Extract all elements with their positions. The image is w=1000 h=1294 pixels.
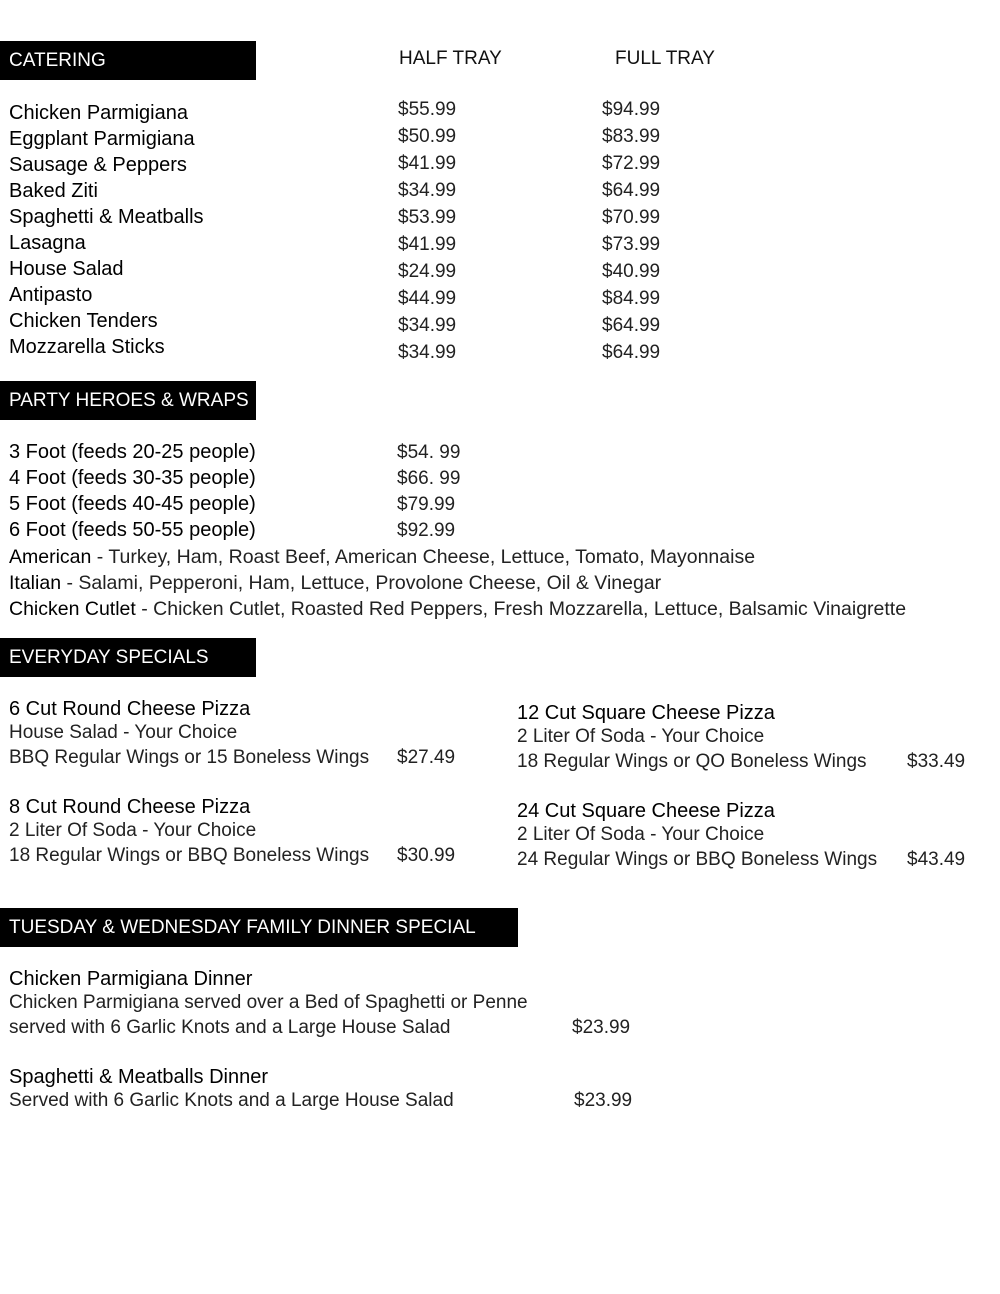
dinner-line: served with 6 Garlic Knots and a Large House Salad: [9, 1017, 451, 1038]
special-title: 8 Cut Round Cheese Pizza: [9, 796, 251, 818]
hero-type-row: [9, 598, 906, 621]
hero-size-price: $66. 99: [397, 468, 461, 489]
special-line: 18 Regular Wings or QO Boneless Wings: [517, 751, 867, 772]
hero-size-name: 4 Foot (feeds 30-35 people): [9, 467, 256, 489]
dinner-line: Chicken Parmigiana served over a Bed of Spaghetti or Penne: [9, 992, 528, 1013]
hero-type-desc: - Salami, Pepperoni, Ham, Lettuce, Provolone Cheese, Oil & Vinegar: [61, 572, 662, 594]
catering-half-price: $44.99: [398, 288, 457, 309]
family-dinner-header: TUESDAY & WEDNESDAY FAMILY DINNER SPECIAL: [0, 908, 518, 947]
special-price: $30.99: [397, 845, 456, 866]
hero-type-desc: - Turkey, Ham, Roast Beef, American Cheese, Lettuce, Tomato, Mayonnaise: [91, 546, 756, 568]
catering-half-price: $24.99: [398, 261, 457, 282]
hero-type-desc: - Chicken Cutlet, Roasted Red Peppers, Fresh Mozzarella, Lettuce, Balsamic Vinaigrette: [135, 598, 907, 620]
full-tray-column-label: FULL TRAY: [615, 48, 715, 69]
special-price: $33.49: [907, 751, 966, 772]
catering-item-name: Baked Ziti: [9, 180, 98, 202]
special-line: 2 Liter Of Soda - Your Choice: [9, 820, 257, 841]
catering-item-name: Lasagna: [9, 232, 86, 254]
hero-type-name: American: [9, 546, 92, 568]
dinner-price: $23.99: [572, 1017, 631, 1038]
catering-full-price: $72.99: [602, 153, 661, 174]
catering-full-price: $70.99: [602, 207, 661, 228]
dinner-title: Chicken Parmigiana Dinner: [9, 968, 253, 990]
catering-half-price: $55.99: [398, 99, 457, 120]
catering-full-price: $64.99: [602, 180, 661, 201]
special-price: $27.49: [397, 747, 456, 768]
special-line: 2 Liter Of Soda - Your Choice: [517, 726, 765, 747]
half-tray-column-label: HALF TRAY: [399, 48, 502, 69]
hero-size-price: $92.99: [397, 520, 456, 541]
special-price: $43.49: [907, 849, 966, 870]
special-line: House Salad - Your Choice: [9, 722, 238, 743]
catering-full-price: $40.99: [602, 261, 661, 282]
hero-size-price: $54. 99: [397, 442, 461, 463]
catering-half-price: $41.99: [398, 153, 457, 174]
catering-full-price: $83.99: [602, 126, 661, 147]
special-title: 6 Cut Round Cheese Pizza: [9, 698, 251, 720]
special-line: 18 Regular Wings or BBQ Boneless Wings: [9, 845, 370, 866]
hero-type-name: Chicken Cutlet: [9, 598, 136, 620]
catering-full-price: $64.99: [602, 315, 661, 336]
catering-half-price: $53.99: [398, 207, 457, 228]
catering-item-name: House Salad: [9, 258, 124, 280]
catering-item-name: Antipasto: [9, 284, 93, 306]
catering-half-price: $34.99: [398, 315, 457, 336]
hero-type-name: Italian: [9, 572, 62, 594]
catering-item-name: Mozzarella Sticks: [9, 336, 165, 358]
catering-item-name: Sausage & Peppers: [9, 154, 187, 176]
special-line: 2 Liter Of Soda - Your Choice: [517, 824, 765, 845]
catering-item-name: Eggplant Parmigiana: [9, 128, 195, 150]
catering-full-price: $84.99: [602, 288, 661, 309]
hero-size-price: $79.99: [397, 494, 456, 515]
catering-header: CATERING: [0, 41, 256, 80]
catering-half-price: $34.99: [398, 180, 457, 201]
special-line: BBQ Regular Wings or 15 Boneless Wings: [9, 747, 370, 768]
special-title: 12 Cut Square Cheese Pizza: [517, 702, 775, 724]
catering-half-price: $50.99: [398, 126, 457, 147]
party-heroes-header: PARTY HEROES & WRAPS: [0, 381, 256, 420]
catering-full-price: $94.99: [602, 99, 661, 120]
catering-item-name: Spaghetti & Meatballs: [9, 206, 204, 228]
hero-size-name: 5 Foot (feeds 40-45 people): [9, 493, 256, 515]
catering-item-name: Chicken Tenders: [9, 310, 158, 332]
catering-full-price: $64.99: [602, 342, 661, 363]
catering-full-price: $73.99: [602, 234, 661, 255]
catering-half-price: $34.99: [398, 342, 457, 363]
hero-type-row: [9, 572, 661, 595]
hero-size-name: 3 Foot (feeds 20-25 people): [9, 441, 256, 463]
everyday-specials-header: EVERYDAY SPECIALS: [0, 638, 256, 677]
catering-half-price: $41.99: [398, 234, 457, 255]
dinner-line: Served with 6 Garlic Knots and a Large House Salad: [9, 1090, 454, 1111]
hero-type-row: [9, 546, 755, 569]
catering-item-name: Chicken Parmigiana: [9, 102, 188, 124]
hero-size-name: 6 Foot (feeds 50-55 people): [9, 519, 256, 541]
dinner-price: $23.99: [574, 1090, 633, 1111]
special-title: 24 Cut Square Cheese Pizza: [517, 800, 775, 822]
special-line: 24 Regular Wings or BBQ Boneless Wings: [517, 849, 878, 870]
dinner-title: Spaghetti & Meatballs Dinner: [9, 1066, 269, 1088]
